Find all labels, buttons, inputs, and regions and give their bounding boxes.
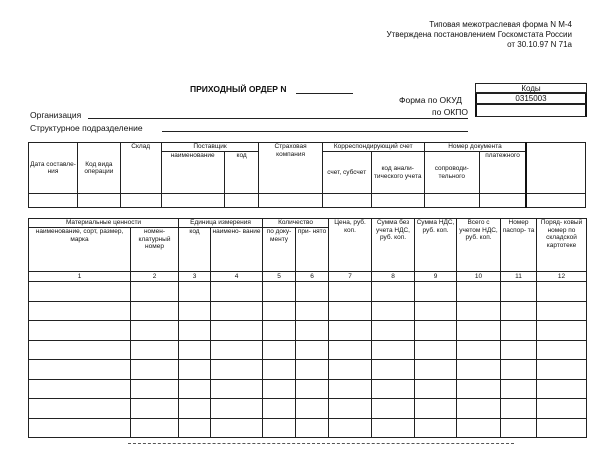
table-row (29, 282, 587, 302)
date-header: Дата составле- ния (29, 143, 78, 194)
table-cell[interactable] (131, 418, 179, 438)
table-cell[interactable] (296, 321, 329, 341)
table-cell[interactable] (179, 418, 211, 438)
table-cell[interactable] (537, 360, 587, 380)
insurer-header: Страховая компания (259, 143, 322, 194)
table-cell[interactable] (211, 301, 263, 321)
order-number-field[interactable] (296, 93, 353, 94)
column-numbers-row (29, 272, 587, 282)
table-cell[interactable] (372, 379, 415, 399)
doc-number-header: Номер документа (424, 143, 526, 152)
table-cell[interactable] (372, 418, 415, 438)
table-cell[interactable] (415, 301, 457, 321)
table-cell[interactable] (501, 379, 537, 399)
table-cell[interactable] (329, 399, 372, 419)
table-cell[interactable] (329, 282, 372, 302)
table-cell[interactable] (537, 399, 587, 419)
col-number: 12 (537, 272, 587, 282)
table-cell[interactable] (29, 282, 131, 302)
table-cell[interactable] (29, 379, 131, 399)
table-cell[interactable] (211, 360, 263, 380)
table-row (29, 321, 587, 341)
table-cell[interactable] (537, 340, 587, 360)
table-cell[interactable] (29, 399, 131, 419)
table-cell[interactable] (211, 282, 263, 302)
table-cell[interactable] (372, 301, 415, 321)
card-number-header: Поряд- ковый номер по складской картотеке (537, 219, 587, 272)
col-number: 2 (131, 272, 179, 282)
table-cell[interactable] (131, 301, 179, 321)
accompanying-doc-header: сопроводи- тельного (424, 152, 479, 194)
table-cell[interactable] (179, 360, 211, 380)
table-cell[interactable] (29, 301, 131, 321)
table-cell[interactable] (415, 321, 457, 341)
header-data-row (29, 194, 586, 208)
division-label: Структурное подразделение (30, 123, 143, 133)
table-cell[interactable] (263, 360, 296, 380)
table-cell[interactable] (296, 399, 329, 419)
table-cell[interactable] (457, 340, 501, 360)
col-number: 4 (211, 272, 263, 282)
warehouse-header: Склад (120, 143, 161, 194)
table-cell[interactable] (131, 360, 179, 380)
table-cell[interactable] (501, 418, 537, 438)
table-cell[interactable] (131, 282, 179, 302)
okpo-field[interactable] (475, 104, 587, 117)
table-cell[interactable] (501, 360, 537, 380)
organization-field[interactable] (88, 118, 468, 119)
table-cell[interactable] (263, 340, 296, 360)
blank-cell[interactable] (526, 194, 585, 208)
supplier-code-cell[interactable] (224, 194, 259, 208)
division-field[interactable] (162, 131, 468, 132)
table-cell[interactable] (501, 399, 537, 419)
table-cell[interactable] (29, 418, 131, 438)
account-header: счет, субсчет (322, 152, 371, 194)
col-number: 5 (263, 272, 296, 282)
table-cell[interactable] (329, 321, 372, 341)
table-row (29, 301, 587, 321)
table-row (29, 340, 587, 360)
table-cell[interactable] (179, 282, 211, 302)
table-cell[interactable] (131, 321, 179, 341)
warehouse-cell[interactable] (120, 194, 161, 208)
quantity-header: Количество (263, 219, 329, 228)
table-cell[interactable] (415, 282, 457, 302)
unit-code-header: код (179, 228, 211, 272)
okpo-label: по ОКПО (432, 107, 468, 117)
table-cell[interactable] (296, 282, 329, 302)
valuables-header: Материальные ценности (29, 219, 179, 228)
table-row (29, 399, 587, 419)
table-cell[interactable] (372, 321, 415, 341)
table-cell[interactable] (372, 282, 415, 302)
table-row (29, 418, 587, 438)
table-cell[interactable] (537, 418, 587, 438)
accompanying-doc-cell[interactable] (424, 194, 479, 208)
table-cell[interactable] (537, 321, 587, 341)
supplier-name-cell[interactable] (161, 194, 224, 208)
table-cell[interactable] (415, 399, 457, 419)
table-cell[interactable] (179, 399, 211, 419)
table-cell[interactable] (263, 301, 296, 321)
table-cell[interactable] (296, 418, 329, 438)
table-cell[interactable] (457, 321, 501, 341)
table-cell[interactable] (296, 379, 329, 399)
approval-date-line: от 30.10.97 N 71а (507, 40, 572, 49)
table-cell[interactable] (415, 340, 457, 360)
account-cell[interactable] (322, 194, 371, 208)
table-cell[interactable] (296, 301, 329, 321)
passport-header: Номер паспор- та (501, 219, 537, 272)
table-cell[interactable] (372, 340, 415, 360)
table-cell[interactable] (263, 418, 296, 438)
analytic-code-cell[interactable] (371, 194, 424, 208)
table-cell[interactable] (211, 418, 263, 438)
col-number: 3 (179, 272, 211, 282)
table-cell[interactable] (211, 379, 263, 399)
payment-doc-cell[interactable] (479, 194, 526, 208)
table-cell[interactable] (537, 301, 587, 321)
table-cell[interactable] (263, 321, 296, 341)
table-cell[interactable] (29, 360, 131, 380)
items-table (28, 218, 587, 438)
table-cell[interactable] (457, 301, 501, 321)
table-cell[interactable] (211, 321, 263, 341)
table-cell[interactable] (211, 340, 263, 360)
table-cell[interactable] (415, 379, 457, 399)
table-cell[interactable] (179, 340, 211, 360)
payment-doc-header: платежного (479, 152, 526, 194)
table-cell[interactable] (415, 360, 457, 380)
unit-header: Единица измерения (179, 219, 263, 228)
analytic-code-header: код анали- тического учета (371, 152, 424, 194)
total-header: Всего с учетом НДС, руб. коп. (457, 219, 501, 272)
valuables-number-header: номен- клатурный номер (131, 228, 179, 272)
supplier-code-header: код (224, 152, 259, 194)
approval-line: Утверждена постановлением Госкомстата России (386, 30, 572, 39)
table-cell[interactable] (501, 340, 537, 360)
table-cell[interactable] (29, 340, 131, 360)
col-number: 11 (501, 272, 537, 282)
qty-accepted-header: при- нято (296, 228, 329, 272)
table-cell[interactable] (372, 360, 415, 380)
table-cell[interactable] (501, 321, 537, 341)
col-number: 10 (457, 272, 501, 282)
table-cell[interactable] (457, 379, 501, 399)
table-cell[interactable] (457, 360, 501, 380)
table-cell[interactable] (329, 360, 372, 380)
table-cell[interactable] (29, 321, 131, 341)
table-row (29, 360, 587, 380)
unit-name-header: наимено- вание (211, 228, 263, 272)
continuation-line (128, 443, 514, 444)
supplier-header: Поставщик (161, 143, 259, 152)
table-cell[interactable] (329, 340, 372, 360)
op-code-cell[interactable] (77, 194, 120, 208)
table-cell[interactable] (296, 360, 329, 380)
table-cell[interactable] (457, 399, 501, 419)
vat-header: Сумма НДС, руб. коп. (415, 219, 457, 272)
table-cell[interactable] (131, 399, 179, 419)
supplier-name-header: наименование (161, 152, 224, 194)
table-cell[interactable] (263, 399, 296, 419)
date-cell[interactable] (29, 194, 78, 208)
col-number: 7 (329, 272, 372, 282)
table-cell[interactable] (537, 282, 587, 302)
table-cell[interactable] (372, 399, 415, 419)
table-cell[interactable] (179, 321, 211, 341)
codes-heading: Коды (475, 83, 587, 93)
table-cell[interactable] (501, 282, 537, 302)
table-cell[interactable] (537, 379, 587, 399)
table-cell[interactable] (329, 418, 372, 438)
table-cell[interactable] (263, 282, 296, 302)
insurer-cell[interactable] (259, 194, 322, 208)
corr-account-header: Корреспондирующий счет (322, 143, 424, 152)
page-title: ПРИХОДНЫЙ ОРДЕР N (190, 84, 287, 94)
table-cell[interactable] (501, 301, 537, 321)
organization-label: Организация (30, 110, 82, 120)
table-cell[interactable] (179, 301, 211, 321)
table-cell[interactable] (263, 379, 296, 399)
table-cell[interactable] (457, 282, 501, 302)
table-cell[interactable] (457, 418, 501, 438)
table-cell[interactable] (211, 399, 263, 419)
price-header: Цена, руб. коп. (329, 219, 372, 272)
table-row (29, 379, 587, 399)
blank-header (526, 143, 585, 194)
table-cell[interactable] (131, 340, 179, 360)
table-cell[interactable] (329, 301, 372, 321)
col-number: 8 (372, 272, 415, 282)
op-code-header: Код вида операции (77, 143, 120, 194)
col-number: 1 (29, 272, 131, 282)
table-cell[interactable] (329, 379, 372, 399)
col-number: 6 (296, 272, 329, 282)
col-number: 9 (415, 272, 457, 282)
form-type-line: Типовая межотраслевая форма N М-4 (429, 20, 572, 29)
qty-doc-header: по доку- менту (263, 228, 296, 272)
sum-no-vat-header: Сумма без учета НДС, руб. коп. (372, 219, 415, 272)
table-cell[interactable] (415, 418, 457, 438)
order-header-table (28, 142, 586, 208)
table-cell[interactable] (131, 379, 179, 399)
okud-value: 0315003 (475, 93, 587, 104)
okud-label: Форма по ОКУД (399, 95, 462, 105)
valuables-name-header: наименование, сорт, размер, марка (29, 228, 131, 272)
table-cell[interactable] (179, 379, 211, 399)
table-cell[interactable] (296, 340, 329, 360)
